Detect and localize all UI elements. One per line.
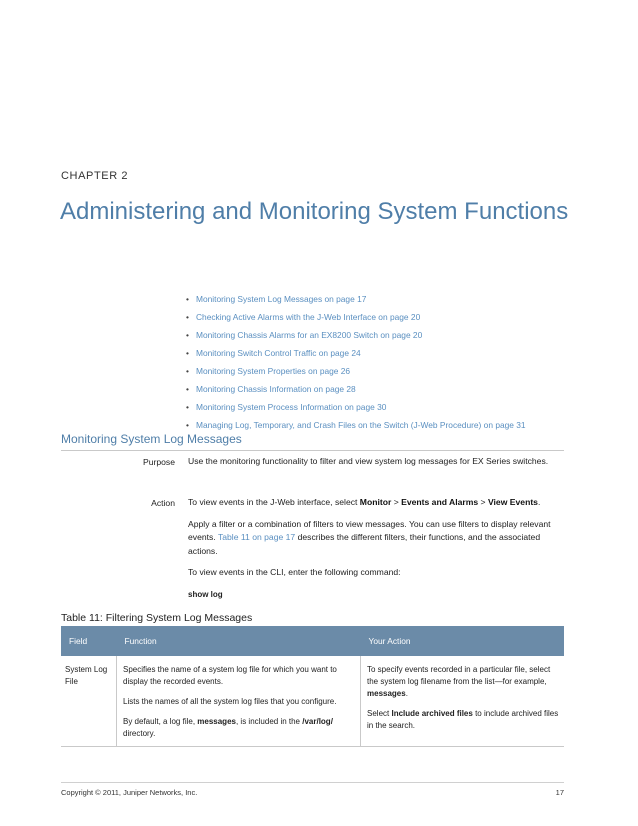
bullet-icon: • bbox=[186, 402, 189, 412]
table-reference-link[interactable]: Table 11 on page 17 bbox=[217, 532, 296, 542]
table-header-row bbox=[61, 626, 564, 656]
chapter-label: CHAPTER 2 bbox=[61, 170, 129, 182]
filter-text-start: Apply a filter or a combination of filters to view messages. You can use filters to display relevant events. bbox=[188, 518, 551, 542]
header-action: Your Action bbox=[361, 626, 565, 656]
toc-link[interactable]: Checking Active Alarms with the J-Web Interface on page 20 bbox=[196, 312, 421, 322]
footer-copyright: Copyright © 2011, Juniper Networks, Inc. bbox=[61, 788, 198, 797]
toc-item[interactable] bbox=[186, 326, 526, 344]
chapter-title: Administering and Monitoring System Functions bbox=[60, 198, 569, 225]
purpose-label: Purpose bbox=[142, 457, 175, 467]
header-field: Field bbox=[61, 626, 117, 656]
toc-item[interactable] bbox=[186, 398, 526, 416]
text-span: , is included in the bbox=[235, 717, 303, 726]
toc-link[interactable]: Monitoring Chassis Alarms for an EX8200 Switch on page 20 bbox=[196, 330, 423, 340]
text-span: By default, a log file, bbox=[123, 717, 198, 726]
text-span: to include archived files in the search. bbox=[367, 709, 559, 730]
toc-item[interactable] bbox=[186, 344, 526, 362]
menu-monitor: Monitor bbox=[359, 497, 392, 507]
toc-item[interactable] bbox=[186, 380, 526, 398]
function-para: Lists the names of all the system log files that you configure. bbox=[123, 697, 337, 706]
action-body bbox=[188, 496, 564, 609]
header-function: Function bbox=[117, 626, 361, 656]
purpose-body bbox=[188, 455, 564, 477]
option-include-archived: Include archived files bbox=[391, 709, 473, 718]
filter-text-end: describes the different filters, their functions, and the associated actions. bbox=[188, 532, 541, 556]
toc-item[interactable] bbox=[186, 308, 526, 326]
toc-item[interactable] bbox=[186, 362, 526, 380]
action-para bbox=[367, 664, 560, 700]
bullet-icon: • bbox=[186, 348, 189, 358]
cli-command: show log bbox=[188, 589, 223, 599]
text-span: directory. bbox=[123, 729, 156, 738]
purpose-text: Use the monitoring functionality to filter and view system log messages for EX Series switches. bbox=[188, 456, 549, 466]
code-messages: messages bbox=[197, 717, 236, 726]
bullet-icon: • bbox=[186, 330, 189, 340]
code-messages: messages bbox=[367, 689, 406, 698]
toc-link[interactable]: Monitoring Switch Control Traffic on page 24 bbox=[196, 348, 361, 358]
bullet-icon: • bbox=[186, 420, 189, 430]
action-instruction bbox=[188, 496, 564, 510]
cli-intro: To view events in the CLI, enter the following command: bbox=[188, 567, 401, 577]
toc-link[interactable]: Monitoring System Log Messages on page 17 bbox=[196, 294, 367, 304]
menu-separator: > bbox=[478, 497, 488, 507]
table-row bbox=[61, 656, 564, 747]
toc-link[interactable]: Monitoring Chassis Information on page 28 bbox=[196, 384, 356, 394]
action-para bbox=[367, 708, 560, 732]
action-label: Action bbox=[151, 498, 175, 508]
cell-field: System Log File bbox=[61, 656, 117, 747]
text-span: . bbox=[405, 689, 408, 698]
toc-link[interactable]: Managing Log, Temporary, and Crash Files on the Switch (J-Web Procedure) on page 31 bbox=[196, 420, 526, 430]
filter-table bbox=[61, 626, 564, 747]
menu-view-events: View Events bbox=[487, 497, 538, 507]
text-span: To specify events recorded in a particular file, select the system log filename from the list—for example, bbox=[367, 665, 551, 686]
cell-action bbox=[361, 656, 565, 747]
bullet-icon: • bbox=[186, 312, 189, 322]
filter-paragraph bbox=[188, 518, 564, 559]
bullet-icon: • bbox=[186, 294, 189, 304]
action-intro-text: To view events in the J-Web interface, select bbox=[188, 497, 360, 507]
section-heading: Monitoring System Log Messages bbox=[61, 432, 564, 451]
toc-link[interactable]: Monitoring System Properties on page 26 bbox=[196, 366, 351, 376]
menu-separator: > bbox=[391, 497, 402, 507]
cell-function bbox=[117, 656, 361, 747]
bullet-icon: • bbox=[186, 384, 189, 394]
function-para: Specifies the name of a system log file for which you want to display the recorded events. bbox=[123, 665, 337, 686]
text-span: Select bbox=[367, 709, 392, 718]
footer-divider bbox=[61, 782, 564, 783]
toc-link[interactable]: Monitoring System Process Information on page 30 bbox=[196, 402, 387, 412]
menu-events-alarms: Events and Alarms bbox=[401, 497, 479, 507]
toc-item[interactable] bbox=[186, 290, 526, 308]
action-end-text: . bbox=[537, 497, 541, 507]
bullet-icon: • bbox=[186, 366, 189, 376]
table-caption: Table 11: Filtering System Log Messages bbox=[61, 612, 253, 624]
page-number: 17 bbox=[555, 788, 564, 797]
chapter-toc bbox=[186, 290, 526, 434]
function-para bbox=[123, 716, 356, 740]
code-path: /var/log/ bbox=[302, 717, 333, 726]
